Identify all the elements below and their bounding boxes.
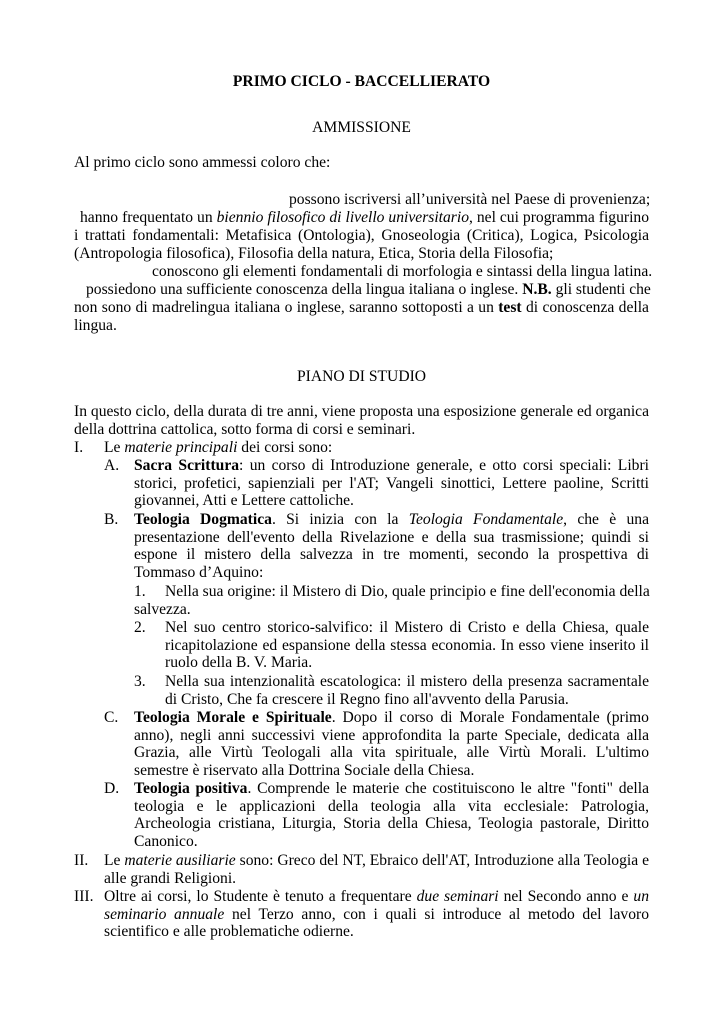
plan-heading: PIANO DI STUDIO	[296, 368, 427, 385]
list-label-C: C.	[104, 709, 119, 726]
admission-intro: Al primo ciclo sono ammessi coloro che:	[74, 154, 331, 171]
admission-item-4-line-2: non sono di madrelingua italiana o inglese, saranno sottoposti a un test di conoscenza della	[74, 299, 649, 316]
admission-item-2-line-2: i trattati fondamentali: Metafisica (Ontologia), Gnoseologia (Critica), Logica, Psicologia	[74, 227, 649, 244]
admission-heading: AMMISSIONE	[312, 119, 411, 136]
list-item-B1-line-2: salvezza.	[134, 601, 191, 618]
list-item-C: Teologia Morale e Spirituale. Dopo il corso di Morale Fondamentale (primo anno), negli anni successivi viene approfondita la parte Speciale, dedicata alla Grazia, alle Virtù Teologali alla vita spirituale, alle Virtù Morali. L'ultimo semestre è riservato alla Dottrina Sociale della Chiesa.	[134, 709, 649, 779]
list-label-D: D.	[104, 780, 120, 797]
admission-item-2: hanno frequentato un biennio filosofico di livello universitario, nel cui programma figurino	[80, 209, 649, 226]
admission-item-4: possiedono una sufficiente conoscenza della lingua italiana o inglese. N.B. gli studenti che	[86, 281, 651, 298]
list-item-B: Teologia Dogmatica. Si inizia con la Teologia Fondamentale, che è una presentazione dell'evento della Rivelazione e della sua trasmissione; quindi si espone il mistero della salvezza in tre momenti, secondo la prospettiva di Tommaso d’Aquino:	[134, 511, 649, 581]
plan-intro: In questo ciclo, della durata di tre anni, viene proposta una esposizione generale ed organica della dottrina cattolica, sotto forma di corsi e seminari.	[74, 403, 649, 438]
list-label-A: A.	[104, 457, 120, 474]
list-item-I: Le materie principali dei corsi sono:	[104, 439, 333, 456]
admission-item-2-line-3: (Antropologia filosofica), Filosofia della natura, Etica, Storia della Filosofia;	[74, 245, 554, 262]
list-label-I: I.	[74, 439, 84, 456]
list-item-II: Le materie ausiliarie sono: Greco del NT, Ebraico dell'AT, Introduzione alla Teologia e alle grandi Religioni.	[104, 852, 649, 887]
admission-item-3: conoscono gli elementi fondamentali di morfologia e sintassi della lingua latina.	[152, 263, 653, 280]
admission-item-1: possono iscriversi all’università nel Paese di provenienza;	[289, 191, 651, 208]
list-item-A: Sacra Scrittura: un corso di Introduzione generale, e otto corsi speciali: Libri storici, profetici, sapienziali per l'AT; Vangeli sinottici, Lettere paoline, Scritti giovannei, Atti e Lettere cattoliche.	[134, 457, 649, 510]
list-label-II: II.	[74, 852, 89, 869]
list-label-B3: 3.	[134, 673, 146, 690]
list-item-III: Oltre ai corsi, lo Studente è tenuto a frequentare due seminari nel Secondo anno e un seminario annuale nel Terzo anno, con i quali si introduce al metodo del lavoro scientifico e alle problematiche odierne.	[104, 888, 650, 941]
page-title: PRIMO CICLO - BACCELLIERATO	[232, 73, 491, 90]
list-label-III: III.	[74, 888, 94, 905]
list-item-B1: Nella sua origine: il Mistero di Dio, quale principio e fine dell'economia della	[165, 583, 650, 600]
list-item-D: Teologia positiva. Comprende le materie che costituiscono le altre "fonti" della teologia e le applicazioni della teologia alla vita ecclesiale: Patrologia, Archeologia cristiana, Liturgia, Storia della Chiesa, Teologia pastorale, Diritto Canonico.	[134, 780, 649, 850]
admission-item-4-line-3: lingua.	[74, 317, 117, 334]
list-item-B2: Nel suo centro storico-salvifico: il Mistero di Cristo e della Chiesa, quale ricapitolazione ed espansione della stessa economia. In esso viene inserito il ruolo della B. V. Maria.	[165, 619, 649, 672]
list-item-B3: Nella sua intenzionalità escatologica: il mistero della presenza sacramentale di Cristo, Che fa crescere il Regno fino all'avvento della Parusia.	[165, 673, 649, 708]
list-label-B1: 1.	[134, 583, 146, 600]
list-label-B: B.	[104, 511, 119, 528]
list-label-B2: 2.	[134, 619, 146, 636]
